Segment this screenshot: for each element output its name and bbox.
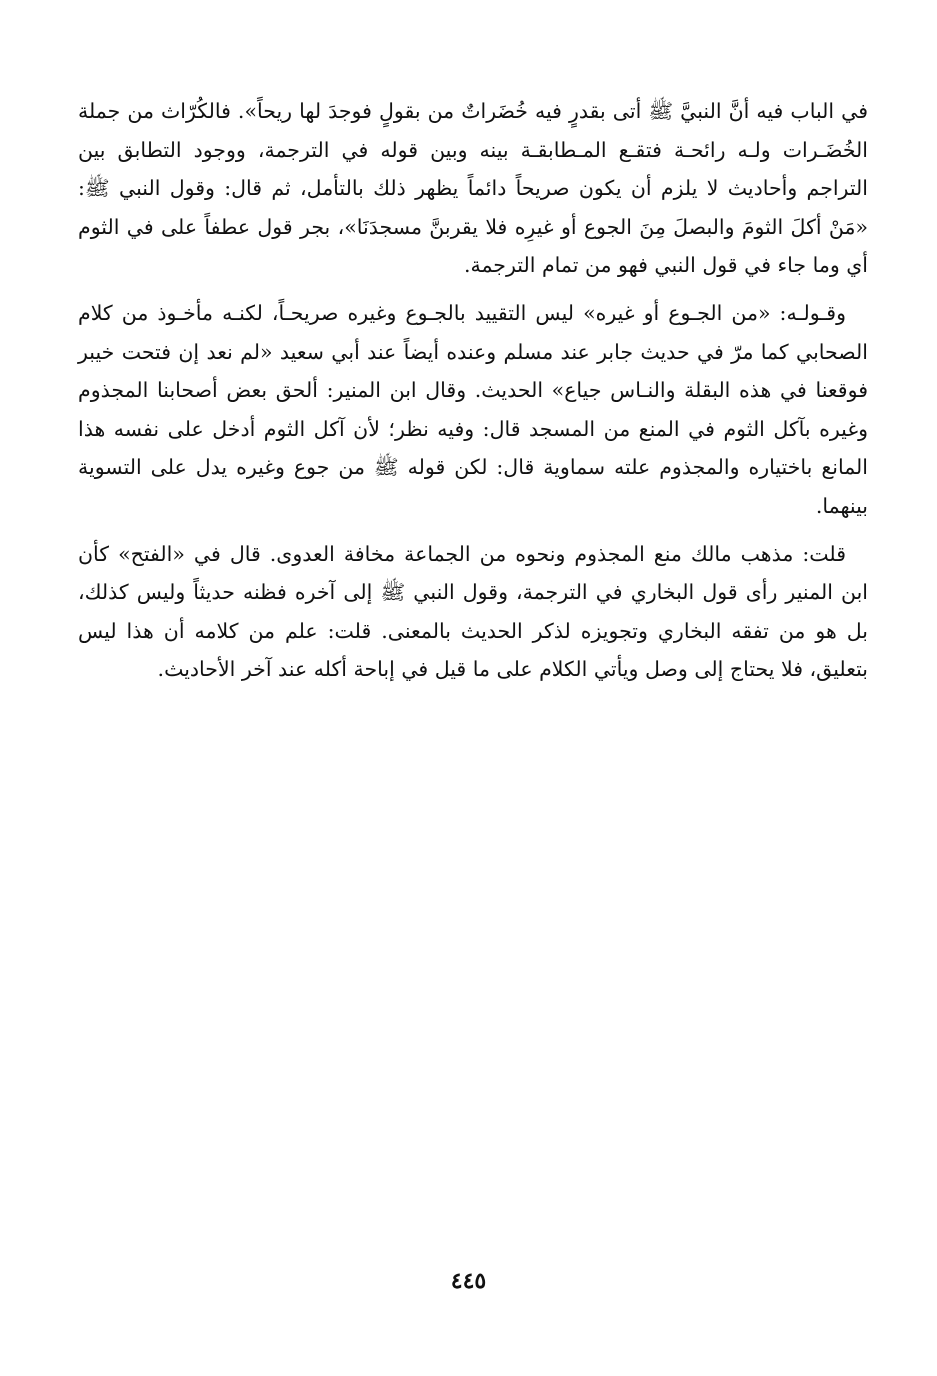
- page-number: ٤٤٥: [450, 1268, 487, 1294]
- paragraph-1: في الباب فيه أنَّ النبيَّ ﷺ أتى بقدرٍ فيه خُضَراتٌ من بقولٍ فوجدَ لها ريحاً». فالكُرّاث من جملة الخُضَـرات ولـه رائحـة فتقـع المـطابقـة بينه وبين قوله في الترجمة، ووجود التطابق بين التراجم وأحاديث لا يلزم أن يكون صريحاً دائماً يظهر ذلك بالتأمل، ثم قال: وقول النبي ﷺ: «مَنْ أكلَ الثومَ والبصلَ مِنَ الجوع أو غيرِه فلا يقربنَّ مسجدَنَا»، بجر قول عطفاً على في الثوم أي وما جاء في قول النبي فهو من تمام الترجمة.: [78, 99, 868, 278]
- paragraph-3: قلت: مذهب مالك منع المجذوم ونحوه من الجماعة مخافة العدوى. قال في «الفتح» كأن ابن المنير رأى قول البخاري في الترجمة، وقول النبي ﷺ إلى آخره فظنه حديثاً وليس كذلك، بل هو من تفقه البخاري وتجويزه لذكر الحديث بالمعنى. قلت: علم من كلامه أن هذا ليس بتعليق، فلا يحتاج إلى وصل ويأتي الكلام على ما قيل في إباحة أكله عند آخر الأحاديث.: [78, 541, 868, 682]
- paragraph-2: وقـولـه: «من الجـوع أو غيره» ليس التقييد بالجـوع وغيره صريحـاً، لكنـه مأخـوذ من كلام الصحابي كما مرّ في حديث جابر عند مسلم وعنده أيضاً عند أبي سعيد «لم نعد إن فتحت خيبر فوقعنا في هذه البقلة والنـاس جياع» الحديث. وقال ابن المنير: ألحق بعض أصحابنا المجذوم وغيره بآكل الثوم في المنع من المسجد قال: وفيه نظر؛ لأن آكل الثوم أدخل على نفسه هذا المانع باختياره والمجذوم علته سماوية قال: لكن قوله ﷺ من جوع وغيره يدل على التسوية بينهما.: [78, 300, 868, 518]
- page-body: [78, 92, 868, 698]
